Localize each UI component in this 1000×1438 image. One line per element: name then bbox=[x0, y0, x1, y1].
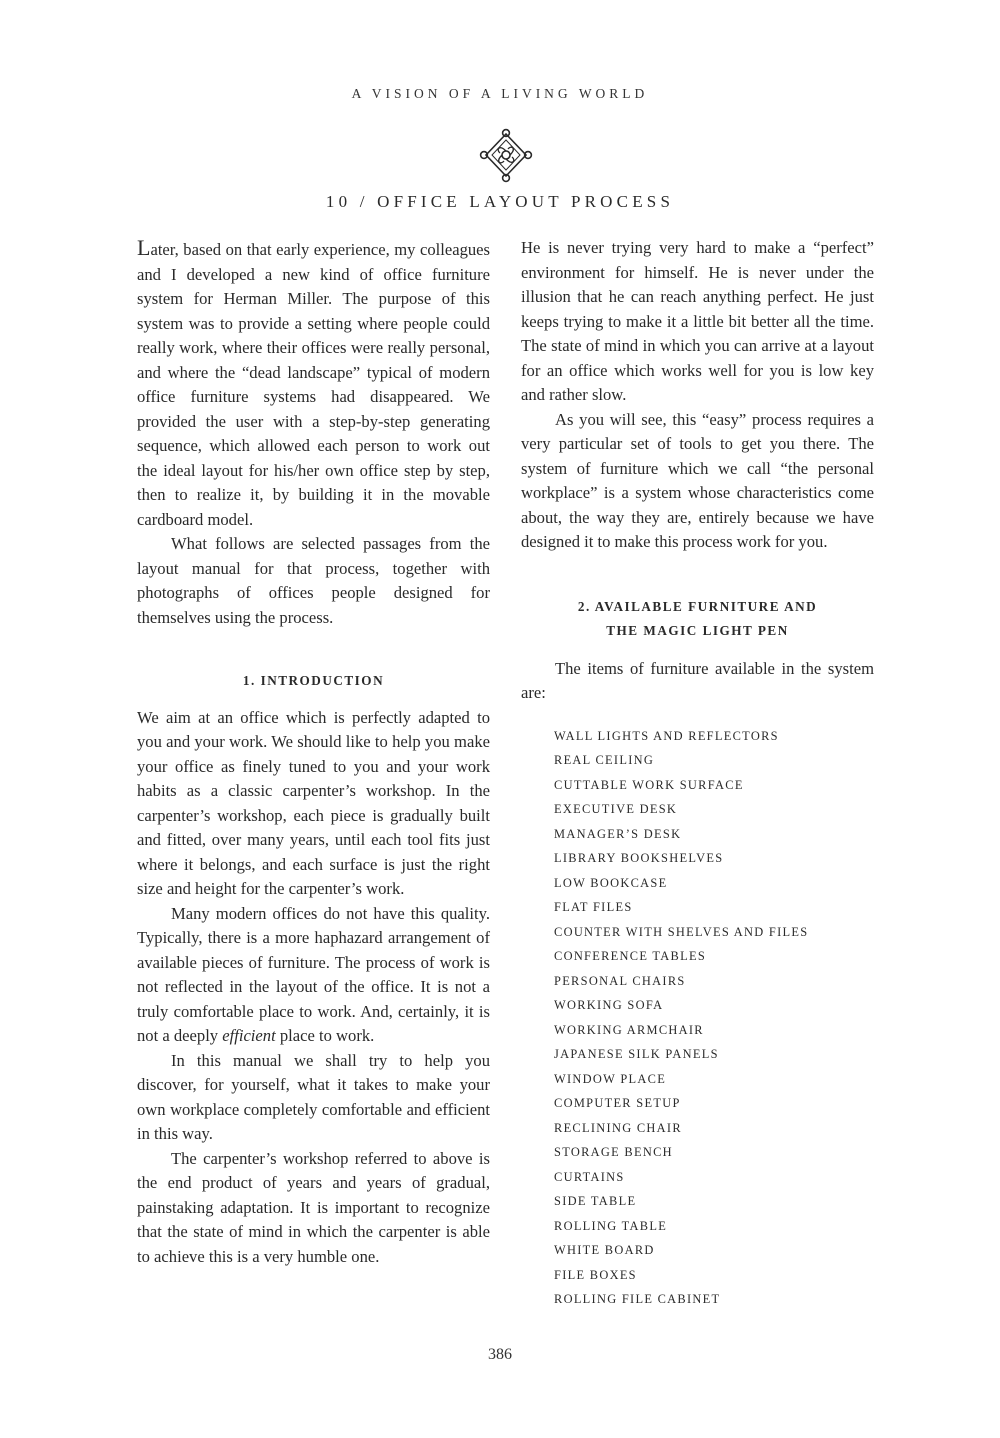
section-heading-introduction: 1. INTRODUCTION bbox=[242, 673, 385, 688]
introduction-paragraph-2-text-b: place to work. bbox=[275, 1026, 375, 1045]
chapter-title: 10 / OFFICE LAYOUT PROCESS bbox=[325, 192, 675, 211]
list-item: SIDE TABLE bbox=[554, 1194, 637, 1208]
list-item: PERSONAL CHAIRS bbox=[554, 973, 686, 988]
list-item: LOW BOOKCASE bbox=[554, 875, 668, 890]
right-column bbox=[521, 236, 874, 1312]
list-item: ROLLING FILE CABINET bbox=[554, 1292, 721, 1306]
list-item: WINDOW PLACE bbox=[554, 1071, 667, 1086]
introduction-paragraph-2-text-a: Many modern offices do not have this quality. Typically, there is a more haphazard arrangement of available pieces of furniture. The process of work is not reflected in the layout of the office. It is not a truly comfortable place to work. And, certainly, it is not a deeply bbox=[137, 903, 490, 1045]
list-item: WORKING ARMCHAIR bbox=[554, 1022, 704, 1037]
opening-dropcap: L bbox=[137, 235, 151, 260]
list-item: COMPUTER SETUP bbox=[554, 1096, 681, 1110]
running-head: A VISION OF A LIVING WORLD bbox=[351, 86, 649, 101]
list-item: EXECUTIVE DESK bbox=[554, 802, 678, 816]
list-item: CONFERENCE TABLES bbox=[554, 949, 707, 963]
list-item: FILE BOXES bbox=[554, 1267, 637, 1282]
list-item: CURTAINS bbox=[554, 1169, 625, 1184]
left-column bbox=[137, 236, 490, 1269]
list-item: REAL CEILING bbox=[554, 753, 655, 767]
list-item: WALL LIGHTS AND REFLECTORS bbox=[554, 728, 779, 743]
quatrefoil-knot-ornament-icon bbox=[479, 128, 533, 184]
list-item: ROLLING TABLE bbox=[554, 1218, 668, 1233]
introduction-paragraph-3: In this manual we shall try to help you discover, for yourself, what it takes to make your own workplace completely comfortable and efficient in this way. bbox=[137, 1050, 490, 1143]
list-item: MANAGER’S DESK bbox=[554, 826, 682, 841]
furniture-list bbox=[554, 724, 874, 1312]
section-heading-line-1: 2. AVAILABLE FURNITURE AND bbox=[577, 598, 818, 614]
introduction-paragraph-2 bbox=[137, 902, 490, 1049]
section-heading-line-2: THE MAGIC LIGHT PEN bbox=[606, 623, 789, 638]
list-item: WORKING SOFA bbox=[554, 998, 664, 1012]
intro-paragraph-2: What follows are selected passages from the layout manual for that process, together with photographs of offices people designed for themselves using the process. bbox=[137, 534, 490, 627]
emphasis-efficient: efficient bbox=[222, 1026, 276, 1045]
list-item: WHITE BOARD bbox=[554, 1243, 655, 1257]
page-number: 386 bbox=[488, 1346, 512, 1363]
opening-text: ater, based on that early experience, my colleagues and I developed a new kind of office furniture system for Herman Miller. The purpose of this system was to provide a setting where people could really work, where their offices were really personal, and where the “dead landscape” typical of modern office furniture systems had disappeared. We provided the user with a step-by-step generating sequence, which allowed each person to work out the ideal layout for his/her own office step by step, then to realize it, by building it in the movable cardboard model. bbox=[137, 240, 490, 529]
introduction-paragraph-4: The carpenter’s workshop referred to above is the end product of years and years of gradual, painstaking adaptation. It is important to recognize that the state of mind in which the carpenter is able to achieve this is a very humble one. bbox=[137, 1148, 490, 1266]
section-heading-available-furniture bbox=[521, 595, 874, 644]
list-item: LIBRARY BOOKSHELVES bbox=[554, 851, 724, 865]
list-item: STORAGE BENCH bbox=[554, 1145, 673, 1159]
process-paragraph: As you will see, this “easy” process requires a very particular set of tools to get you there. The system of furniture which we call “the personal workplace” is a system whose characteristics come about, the way they are, entirely because we have designed it to make this process work for you. bbox=[521, 409, 874, 551]
list-item: JAPANESE SILK PANELS bbox=[554, 1047, 719, 1061]
list-item: CUTTABLE WORK SURFACE bbox=[554, 777, 744, 792]
list-item: FLAT FILES bbox=[554, 900, 633, 914]
continued-paragraph: He is never trying very hard to make a “perfect” environment for himself. He is never under the illusion that he can reach anything perfect. He just keeps trying to make it a little bit better all the time. The state of mind in which you can arrive at a layout for an office which works well for you is low key and rather slow. bbox=[521, 238, 874, 404]
opening-paragraph bbox=[137, 236, 490, 532]
list-item: RECLINING CHAIR bbox=[554, 1120, 682, 1135]
furniture-intro: The items of furniture available in the system are: bbox=[521, 658, 874, 702]
list-item: COUNTER WITH SHELVES AND FILES bbox=[554, 924, 809, 939]
introduction-paragraph-1: We aim at an office which is perfectly adapted to you and your work. We should like to help you make your office as finely tuned to you and your work habits as a classic carpenter’s workshop. In the carpenter’s workshop, each piece is gradually built and fitted, over many years, until each tool fits just where it belongs, and each surface is just the right size and height for the carpenter’s work. bbox=[137, 707, 490, 898]
